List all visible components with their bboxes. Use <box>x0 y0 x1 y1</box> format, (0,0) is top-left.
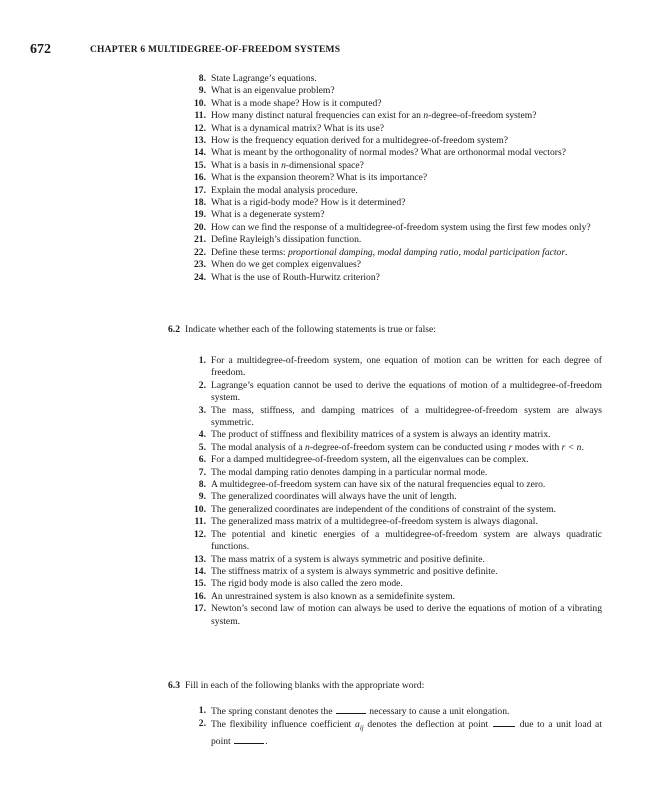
item-text: Explain the modal analysis procedure. <box>211 184 358 196</box>
list-item <box>190 578 602 590</box>
list-item <box>190 442 602 454</box>
item-text: Lagrange’s equation cannot be used to derive the equations of motion of a multidegree-of-freedom system. <box>211 379 602 404</box>
item-number: 2. <box>198 379 206 391</box>
list-item <box>190 234 602 246</box>
item-text: denotes the deflection at point <box>363 719 492 731</box>
item-text: The generalized coordinates will always have the unit of length. <box>211 491 457 503</box>
section-number: 6.3 <box>168 680 180 691</box>
item-text: The generalized mass matrix of a multidegree-of-freedom system is always diagonal. <box>211 516 538 528</box>
item-text: The spring constant denotes the <box>211 706 335 717</box>
item-text: . <box>581 441 584 453</box>
item-text: -degree-of-freedom system can be conducted using <box>309 441 509 453</box>
item-number: 1. <box>198 705 206 716</box>
item-text: The product of stiffness and flexibility matrices of a system is always an identity matrix. <box>211 429 551 441</box>
list-item <box>190 135 602 147</box>
item-variable: n <box>305 441 310 453</box>
list-item <box>190 147 602 159</box>
item-text: The potential and kinetic energies of a multidegree-of-freedom system are always quadratic functions. <box>211 528 602 553</box>
item-number: 7. <box>198 466 206 478</box>
list-item <box>190 603 602 628</box>
item-text: How can we find the response of a multidegree-of-freedom system using the first few modes only? <box>211 221 591 233</box>
item-number: 16. <box>194 590 206 602</box>
list-item <box>190 185 602 197</box>
item-text: What is a mode shape? How is it computed? <box>211 97 382 109</box>
answer-blank <box>234 735 264 744</box>
item-number: 17. <box>194 603 206 615</box>
list-item <box>190 123 602 135</box>
item-variable: n <box>281 159 286 171</box>
item-number: 11. <box>194 110 206 122</box>
list-item <box>190 479 602 491</box>
list-item <box>190 454 602 466</box>
list-item <box>190 529 602 554</box>
item-number: 9. <box>198 85 206 97</box>
item-number: 20. <box>194 221 206 233</box>
item-text: What is the use of Routh-Hurwitz criterion? <box>211 271 380 283</box>
item-number: 13. <box>194 553 206 565</box>
item-text: The mass matrix of a system is always symmetric and positive definite. <box>211 553 485 565</box>
section-6-3-heading <box>168 680 424 692</box>
list-item <box>190 504 602 516</box>
item-text: When do we get complex eigenvalues? <box>211 259 361 271</box>
list-item <box>190 272 602 284</box>
review-questions-list <box>190 73 602 284</box>
list-item <box>190 566 602 578</box>
item-variable: r < n <box>561 441 582 453</box>
item-number: 4. <box>198 429 206 441</box>
item-emphasis: proportional damping, modal damping ratio, modal participation factor <box>288 246 566 258</box>
list-item <box>190 705 602 718</box>
list-item <box>190 554 602 566</box>
list-item <box>190 718 602 748</box>
item-text: The mass, stiffness, and damping matrices of a multidegree-of-freedom system are always symmetric. <box>211 404 602 429</box>
item-number: 21. <box>194 234 206 246</box>
item-text: For a multidegree-of-freedom system, one equation of motion can be written for each degree of freedom. <box>211 355 602 379</box>
list-item <box>190 491 602 503</box>
list-item <box>190 259 602 271</box>
item-number: 16. <box>194 172 206 184</box>
item-text: What is a dynamical matrix? What is its use? <box>211 122 384 134</box>
item-number: 11. <box>194 516 206 528</box>
section-prompt: Fill in each of the following blanks with the appropriate word: <box>185 680 425 691</box>
item-number: 15. <box>194 578 206 590</box>
list-item <box>190 85 602 97</box>
item-text: Newton’s second law of motion can always be used to derive the equations of motion of a vibrating system. <box>211 603 602 627</box>
item-number: 12. <box>194 528 206 540</box>
item-text: modes with <box>512 441 562 453</box>
list-item <box>190 405 602 430</box>
item-text: due to a unit load at point <box>211 719 602 747</box>
item-text: Define these terms: <box>211 246 288 258</box>
answer-blank <box>336 705 366 714</box>
item-text: The flexibility influence coefficient <box>211 719 356 731</box>
item-number: 2. <box>198 718 206 730</box>
item-text: For a damped multidegree-of-freedom system, all the eigenvalues can be complex. <box>211 454 529 466</box>
section-6-2-heading <box>168 324 436 336</box>
item-text: An unrestrained system is also known as a semidefinite system. <box>211 590 456 602</box>
item-text: The modal analysis of a <box>211 441 306 453</box>
item-text: The modal damping ratio denotes damping in a particular normal mode. <box>211 466 488 478</box>
item-text: Define Rayleigh’s dissipation function. <box>211 234 362 246</box>
item-number: 19. <box>194 209 206 221</box>
item-number: 8. <box>198 73 206 84</box>
list-item <box>190 429 602 441</box>
item-number: 22. <box>194 246 206 258</box>
item-number: 14. <box>194 147 206 159</box>
item-text: What is a degenerate system? <box>211 209 325 221</box>
item-text: State Lagrange’s equations. <box>211 73 317 84</box>
item-text: How many distinct natural frequencies can exist for an <box>211 110 424 122</box>
item-text: The rigid body mode is also called the zero mode. <box>211 578 403 590</box>
item-text: What is the expansion theorem? What is its importance? <box>211 172 428 184</box>
item-text: What is an eigenvalue problem? <box>211 85 335 97</box>
answer-blank <box>493 718 515 727</box>
item-text: What is a basis in <box>211 159 282 171</box>
list-item <box>190 73 602 85</box>
item-number: 5. <box>198 441 206 453</box>
list-item <box>190 160 602 172</box>
item-number: 10. <box>194 97 206 109</box>
item-variable: a <box>355 719 360 731</box>
true-false-list <box>190 355 602 628</box>
list-item <box>190 197 602 209</box>
item-variable: n <box>423 110 429 122</box>
item-number: 12. <box>194 122 206 134</box>
list-item <box>190 222 602 234</box>
item-text: The stiffness matrix of a system is always symmetric and positive definite. <box>211 565 498 577</box>
item-text: . <box>565 246 568 258</box>
item-text: -degree-of-freedom system? <box>428 110 537 122</box>
item-number: 6. <box>198 454 206 466</box>
chapter-title: CHAPTER 6 MULTIDEGREE-OF-FREEDOM SYSTEMS <box>90 45 341 55</box>
item-number: 24. <box>194 271 206 283</box>
section-number: 6.2 <box>168 324 180 335</box>
list-item <box>190 98 602 110</box>
section-prompt: Indicate whether each of the following statements is true or false: <box>185 324 436 335</box>
item-number: 18. <box>194 197 206 209</box>
list-item <box>190 467 602 479</box>
list-item <box>190 516 602 528</box>
item-number: 1. <box>198 355 206 366</box>
item-number: 10. <box>194 503 206 515</box>
item-text: A multidegree-of-freedom system can have six of the natural frequencies equal to zero. <box>211 479 546 491</box>
item-number: 3. <box>198 404 206 416</box>
item-subscript: ij <box>359 724 364 733</box>
list-item <box>190 380 602 405</box>
item-text: What is a rigid-body mode? How is it determined? <box>211 197 406 209</box>
item-text: What is meant by the orthogonality of normal modes? What are orthonormal modal vectors? <box>211 147 566 159</box>
item-text: necessary to cause a unit elongation. <box>366 706 510 717</box>
item-number: 15. <box>194 159 206 171</box>
item-variable: r <box>508 441 513 453</box>
list-item <box>190 355 602 380</box>
item-number: 17. <box>194 184 206 196</box>
item-number: 8. <box>198 479 206 491</box>
item-text: -dimensional space? <box>285 159 364 171</box>
list-item <box>190 247 602 259</box>
item-number: 9. <box>198 491 206 503</box>
item-number: 23. <box>194 259 206 271</box>
page-number: 672 <box>30 42 51 57</box>
item-number: 14. <box>194 565 206 577</box>
item-text: . <box>265 735 268 747</box>
item-text: The generalized coordinates are independent of the conditions of constraint of the system. <box>211 503 556 515</box>
list-item <box>190 172 602 184</box>
list-item <box>190 209 602 221</box>
list-item <box>190 591 602 603</box>
item-number: 13. <box>194 135 206 147</box>
item-text: How is the frequency equation derived for a multidegree-of-freedom system? <box>211 135 509 147</box>
list-item <box>190 110 602 122</box>
fill-in-blanks-list <box>190 705 602 748</box>
